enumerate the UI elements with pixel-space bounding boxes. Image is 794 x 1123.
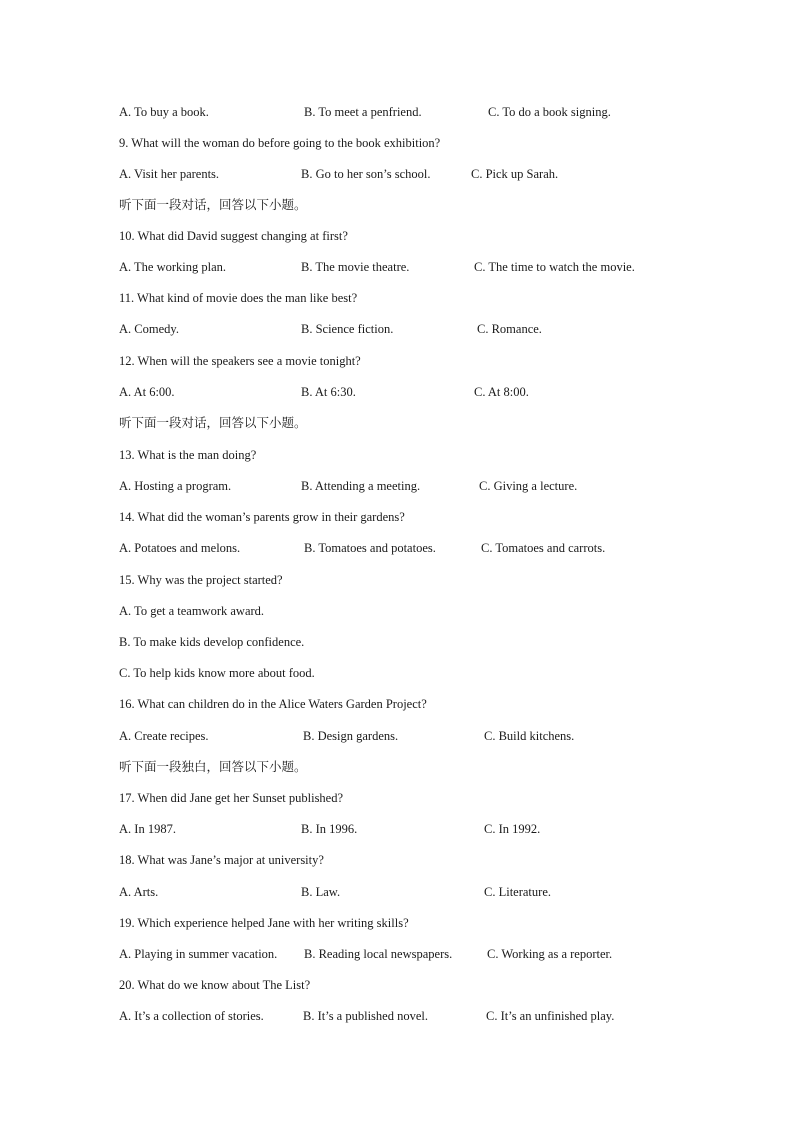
q8-option-a: A. To buy a book.: [119, 105, 209, 119]
q19-option-a: A. Playing in summer vacation.: [119, 947, 278, 961]
q15-option-b: B. To make kids develop confidence.: [119, 635, 305, 649]
q19-option-b: B. Reading local newspapers.: [304, 947, 453, 961]
q17-option-a: A. In 1987.: [119, 822, 176, 836]
q14-option-a: A. Potatoes and melons.: [119, 541, 241, 555]
q20-option-b: B. It’s a published novel.: [303, 1009, 428, 1023]
q13-option-a: A. Hosting a program.: [119, 479, 232, 493]
q15-question: 15. Why was the project started?: [119, 573, 283, 587]
q16-option-a: A. Create recipes.: [119, 729, 209, 743]
q11-option-b: B. Science fiction.: [301, 322, 394, 336]
q17-option-c: C. In 1992.: [484, 822, 541, 836]
q17-question: 17. When did Jane get her Sunset published?: [119, 791, 344, 805]
q10-option-b: B. The movie theatre.: [301, 260, 410, 274]
q18-question: 18. What was Jane’s major at university?: [119, 853, 324, 867]
section-heading-3: 听下面一段独白，回答以下小题。: [119, 759, 307, 774]
q9-option-b: B. Go to her son’s school.: [301, 167, 431, 181]
q9-option-a: A. Visit her parents.: [119, 167, 220, 181]
q20-option-a: A. It’s a collection of stories.: [119, 1009, 264, 1023]
q14-option-b: B. Tomatoes and potatoes.: [304, 541, 436, 555]
q20-question: 20. What do we know about The List?: [119, 978, 311, 992]
q9-option-c: C. Pick up Sarah.: [471, 167, 559, 181]
q18-option-b: B. Law.: [301, 885, 341, 899]
q16-option-b: B. Design gardens.: [303, 729, 399, 743]
q18-option-c: C. Literature.: [484, 885, 551, 899]
q12-option-a: A. At 6:00.: [119, 385, 175, 399]
q8-option-b: B. To meet a penfriend.: [304, 105, 422, 119]
q16-option-c: C. Build kitchens.: [484, 729, 575, 743]
q10-option-a: A. The working plan.: [119, 260, 227, 274]
q12-question: 12. When will the speakers see a movie tonight?: [119, 354, 361, 368]
q19-question: 19. Which experience helped Jane with her writing skills?: [119, 916, 409, 930]
q18-option-a: A. Arts.: [119, 885, 159, 899]
q12-option-b: B. At 6:30.: [301, 385, 356, 399]
q10-option-c: C. The time to watch the movie.: [474, 260, 635, 274]
q11-option-a: A. Comedy.: [119, 322, 179, 336]
q13-option-c: C. Giving a lecture.: [479, 479, 578, 493]
q12-option-c: C. At 8:00.: [474, 385, 529, 399]
q13-option-b: B. Attending a meeting.: [301, 479, 421, 493]
q19-option-c: C. Working as a reporter.: [487, 947, 613, 961]
q15-option-a: A. To get a teamwork award.: [119, 604, 265, 618]
section-heading-1: 听下面一段对话，回答以下小题。: [119, 197, 307, 212]
q11-option-c: C. Romance.: [477, 322, 542, 336]
q10-question: 10. What did David suggest changing at first?: [119, 229, 348, 243]
q14-question: 14. What did the woman’s parents grow in their gardens?: [119, 510, 405, 524]
q20-option-c: C. It’s an unfinished play.: [486, 1009, 615, 1023]
q17-option-b: B. In 1996.: [301, 822, 358, 836]
q13-question: 13. What is the man doing?: [119, 448, 257, 462]
q8-option-c: C. To do a book signing.: [488, 105, 611, 119]
q14-option-c: C. Tomatoes and carrots.: [481, 541, 606, 555]
q11-question: 11. What kind of movie does the man like best?: [119, 291, 358, 305]
q16-question: 16. What can children do in the Alice Waters Garden Project?: [119, 697, 427, 711]
q9-question: 9. What will the woman do before going to the book exhibition?: [119, 136, 441, 150]
section-heading-2: 听下面一段对话，回答以下小题。: [119, 415, 307, 430]
q15-option-c: C. To help kids know more about food.: [119, 666, 315, 680]
